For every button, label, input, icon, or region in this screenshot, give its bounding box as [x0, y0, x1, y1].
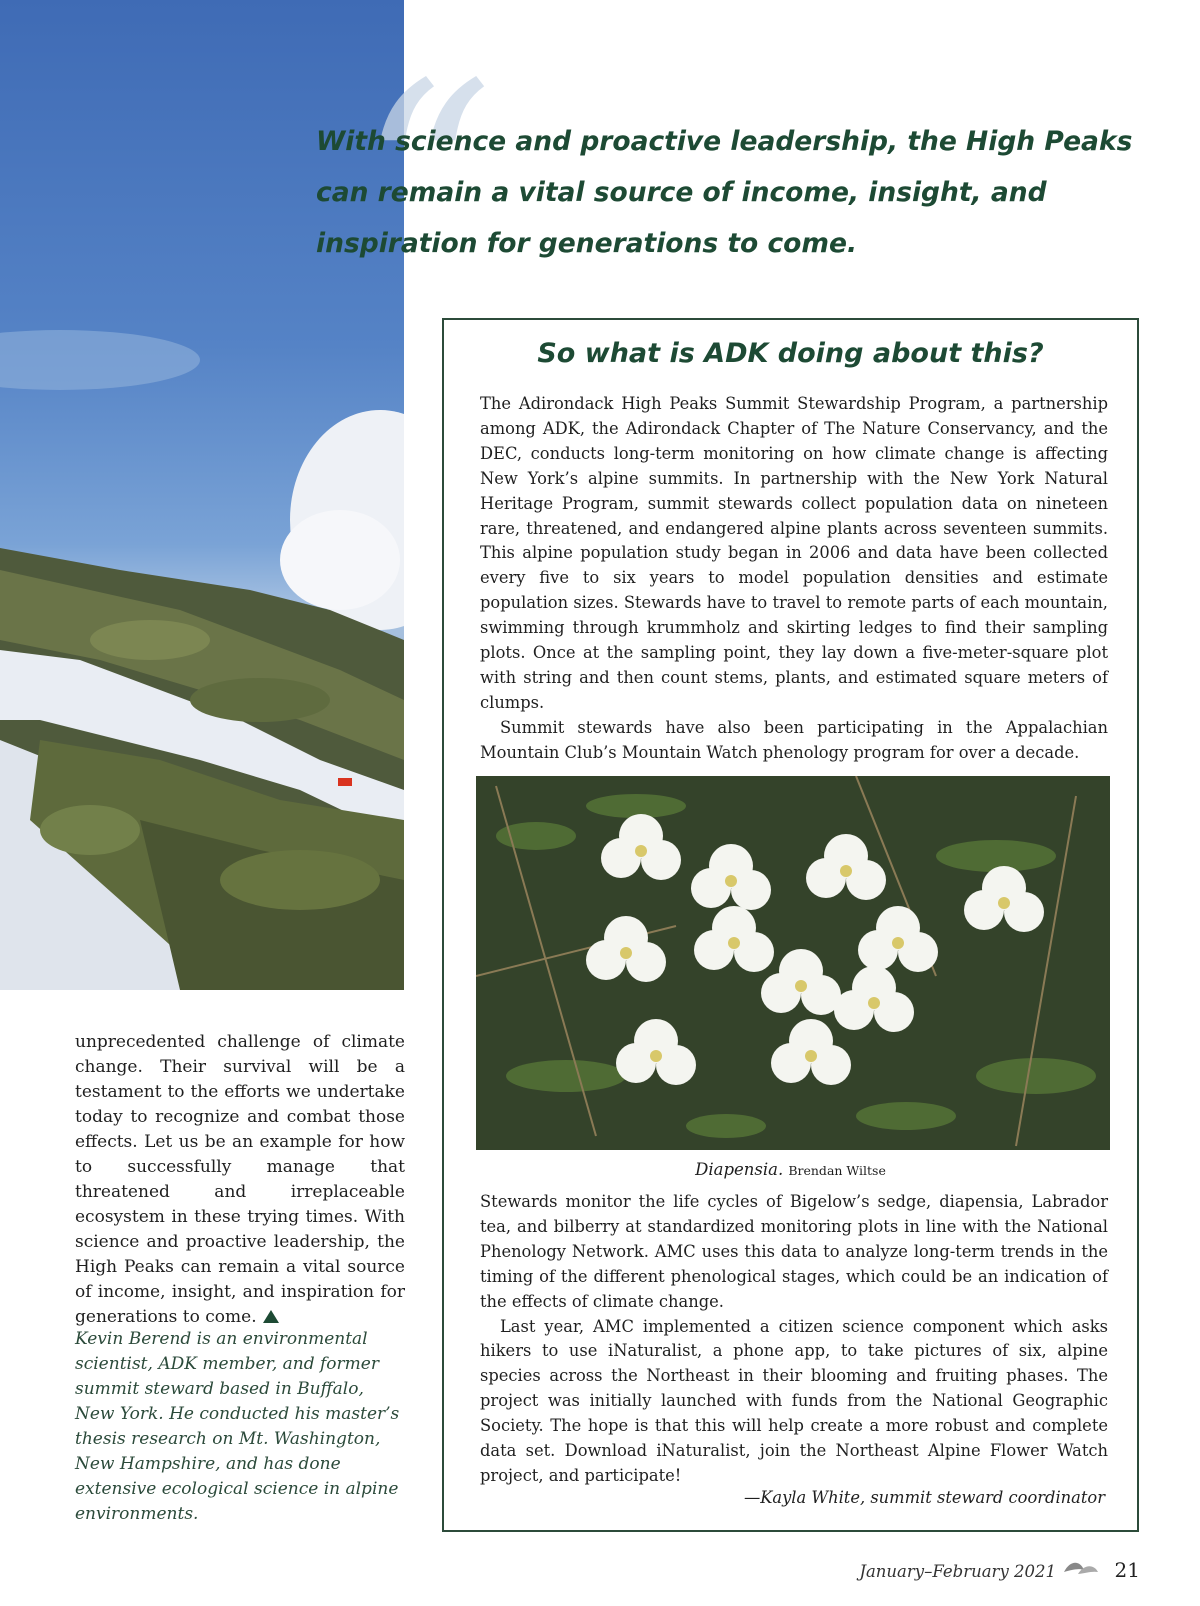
quote-mark-glyph: “ — [360, 29, 493, 331]
sidebar-paragraph-3-text: Stewards monitor the life cycles of Bigelow’s sedge, diapensia, Labrador tea, and bilberry at standardized monitoring plots in line with the National Phenology Network. AMC uses this data to analyze long-term trends in the timing of the different phenological stages, which could be an indication of the effects of climate change. — [480, 1192, 1108, 1311]
sidebar-title: So what is ADK doing about this? — [537, 338, 1044, 369]
page-number: 21 — [1114, 1558, 1140, 1582]
page-footer — [840, 1556, 1140, 1586]
sidebar-paragraph-1 — [480, 392, 1108, 766]
photo-caption — [444, 1158, 1137, 1183]
sidebar-paragraph-1-text: The Adirondack High Peaks Summit Stewardship Program, a partnership among ADK, the Adirondack Chapter of The Nature Conservancy, and the DEC, conducts long-term monitoring on how climate change is affecting New York’s alpine summits. In partnership with the New York Natural Heritage Program, summit stewards collect population data on nineteen rare, threatened, and endangered alpine plants across seventeen summits. This alpine population study began in 2006 and data have been collected every five to six years to model population densities and estimate population sizes. Stewards have to travel to remote parts of each mountain, swimming through krummholz and skirting ledges to find their sampling plots. Once at the sampling point, they lay down a five-meter-square plot with string and then count stems, plants, and estimated square meters of clumps. — [480, 394, 1108, 712]
caption-credit: Brendan Wiltse — [788, 1163, 886, 1178]
sidebar-box — [442, 318, 1139, 1532]
article-body-text: unprecedented challenge of climate change. Their survival will be a testament to the efforts we undertake today to recognize and combat those effects. Let us be an example for how to successfully manage that threatened and irreplaceable ecosystem in these trying times. With science and proactive leadership, the High Peaks can remain a vital source of income, insight, and inspiration for generations to come. — [75, 1032, 405, 1327]
article-body-continued — [75, 1030, 405, 1330]
sidebar-paragraph-4-text: Last year, AMC implemented a citizen science component which asks hikers to use iNaturalist, a phone app, to take pictures of six, alpine species across the Northeast in their blooming and fruiting phases. The project was initially launched with funds from the National Geographic Society. The hope is that this will help create a more robust and complete data set. Download iNaturalist, join the Northeast Alpine Flower Watch project, and participate! — [480, 1316, 1108, 1485]
sidebar-paragraph-2-text: Summit stewards have also been participating in the Appalachian Mountain Club’s Mountain Watch phenology program for over a decade. — [480, 717, 1108, 762]
author-bio: Kevin Berend is an environmental scientist, ADK member, and former summit steward based in Buffalo, New York. He conducted his master’s thesis research on Mt. Washington, New Hampshire, and has done extensive ecological science in alpine environments. — [75, 1329, 400, 1524]
sidebar-signature: —Kayla White, summit steward coordinator — [743, 1488, 1105, 1507]
leaf-ornament-icon — [1062, 1558, 1100, 1584]
pull-quote: With science and proactive leadership, the High Peaks can remain a vital source of income, insight, and inspiration for generations to come. — [316, 126, 1133, 259]
sidebar-paragraph-3 — [480, 1190, 1108, 1489]
end-mark-icon — [263, 1310, 279, 1323]
diapensia-illustration — [476, 776, 1110, 1150]
caption-species: Diapensia. — [695, 1160, 784, 1179]
issue-date: January–February 2021 — [859, 1562, 1056, 1581]
diapensia-photo — [476, 776, 1110, 1150]
